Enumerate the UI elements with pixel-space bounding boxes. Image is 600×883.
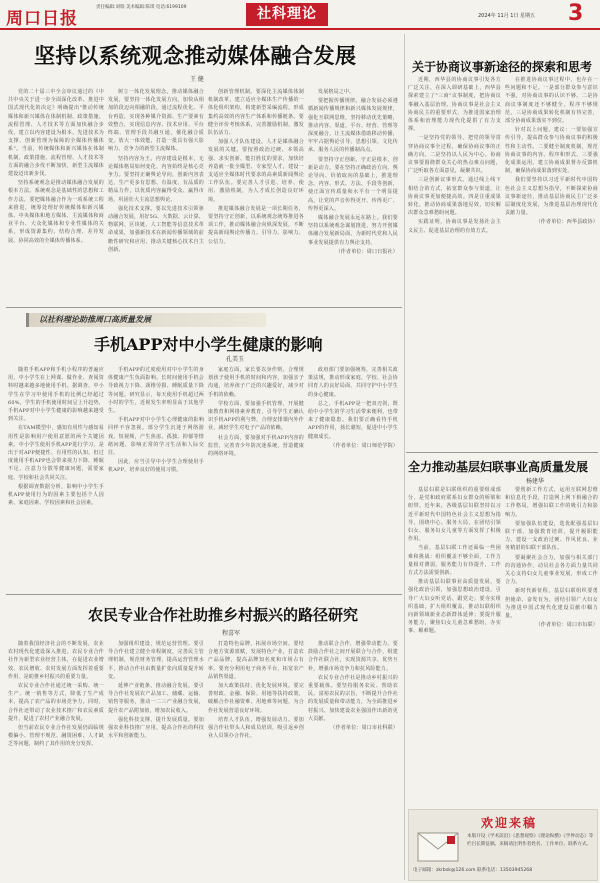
paragraph: 农民专业合作社通过统一采购、统一生产、统一销售等方式，降低了生产成本，提高了农产品的市场竞争力。同时，合作社还带动了农业技术推广和农民素质提升，促进了农村产业融合发展。	[8, 683, 104, 722]
paragraph: 我们要坚持以习近平新时代中国特色社会主义思想为指导，不断探索协商议事新途径，推动基层协商民主广泛多层制度化发展，为推进基层治理现代化贡献力量。	[505, 177, 598, 217]
main-article-byline: 王 健	[190, 76, 204, 83]
paragraph: 三是创新议事形式。通过线上线下相结合的方式，拓宽群众参与渠道，让协商议事更加便捷高效。四是注重成果转化，推动协商成果落地见效，切实解决群众急难愁盼问题。	[408, 177, 501, 217]
main-article-title: 坚持以系统观念推动媒体融合发展	[34, 43, 357, 68]
divider	[6, 307, 402, 308]
divider	[6, 594, 402, 595]
paragraph: 媒体融合发展永远在路上。我们要坚持以系统观念谋划推进，努力开创媒体融合发展新局面，为新时代党和人民事业发展提供有力舆论支持。	[308, 215, 398, 246]
author-affiliation: （作者单位：周口市妇联）	[535, 622, 598, 629]
right-article-2-col-1	[408, 486, 501, 804]
paragraph: 打造特色品牌，拓展市场空间。要结合地方资源禀赋，发展特色产业，打造农产品品牌，提高品牌知名度和市场占有率。要充分利用电子商务平台，拓宽农产品销售渠道。	[208, 641, 304, 680]
paragraph: 家庭方面，家长要以身作则，合理规划孩子使用手机的时间和内容，加强亲子沟通，培养孩子广泛的兴趣爱好，减少对手机的依赖。	[208, 367, 304, 398]
paragraph: 加强人才队伍建设。人才是媒体融合发展的关键。要按照政治过硬、本领高强、求实创新、能打胜仗的要求，加快培养造就一批全媒型、专家型人才，建设一支适应全媒体时代要求的高素质新闻舆论工作队伍。要完善人才引进、培养、使用、激励机制，为人才成长创造良好环境。	[208, 139, 304, 203]
coop-article-col-1	[8, 640, 104, 880]
divider	[406, 452, 598, 453]
paragraph: 要坚持守正创新。守正是根本，创新是动力。要在坚持正确政治方向、舆论导向、价值取向的基础上，推进理念、内容、形式、方法、手段等创新，使正面宣传质量和水平有一个明显提高，让党的声音传得更开、传得更广、传得更深入。	[308, 156, 398, 212]
call-for-papers-title: 欢迎来稿	[481, 816, 538, 830]
paragraph: 针对以上问题，建议：一要加强宣传引导，提高群众参与协商议事的积极性和主动性。二要健全制度机制，规范协商议事的内容、程序和形式。三要强化成果运用，建立协商成果督办反馈机制，确保协商成果落到实处。	[505, 127, 598, 175]
paragraph: 实践证明，协商议事是发扬社会主义民主、促进基层治理的有效方式。	[408, 219, 501, 234]
section-title: 社科理论	[246, 3, 328, 26]
newspaper-logo: 周口日报	[6, 9, 78, 29]
paragraph: 基层妇联是妇联组织的重要组成部分，是党和政府联系妇女群众的桥梁和纽带。近年来，各级基层妇联坚持以习近平新时代中国特色社会主义思想为指导，围绕中心、服务大局，在团结引领妇女、服务妇女儿童等方面发挥了积极作用。	[408, 487, 501, 543]
author-affiliation: （作者单位：周口师范学院）	[330, 442, 398, 449]
app-article-col-2	[108, 366, 204, 588]
masthead	[0, 0, 600, 30]
paragraph: 要创新工作方式，运用互联网思维和信息化手段，打造网上网下相融合的工作格局，增强妇联工作的吸引力和影响力。	[505, 487, 598, 518]
coop-article-title: 农民专业合作社助推乡村振兴的路径研究	[88, 606, 359, 624]
paragraph: 培育人才队伍，增强发展动力。要加强合作社带头人和成员培训，吸引返乡创业人员领办合作社。	[208, 716, 304, 740]
editor-credits: 责任编辑:刘瑞 美术编辑:陈琪 电话:6199109	[96, 5, 187, 10]
paragraph: 社会方面，要加强对手机APP内容的监管，完善青少年防沉迷系统，营造健康的网络环境。	[208, 434, 304, 458]
main-article-col-4	[308, 88, 398, 302]
paragraph: 加强组织建设，规范运营管理。要引导合作社建立健全章程制度，完善民主管理机制，规范财务管理，提高运营管理水平，推动合作社由数量扩张向质量提升转变。	[108, 641, 204, 680]
right-article-1-col-1	[408, 76, 501, 448]
paragraph: 农民专业合作社是推动乡村振兴的重要载体。要坚持服务农民、帮助农民、富裕农民的宗旨，不断提升合作社的发展质量和带动能力，为全面推进乡村振兴、加快建设农业强国作出新的更大贡献。	[308, 674, 398, 722]
right-article-1-title: 关于协商议事新途径的探索和思考	[412, 60, 593, 74]
paragraph: 总之，手机APP是一把双刃剑，既给中小学生的学习生活带来便利，也带来了健康隐患。我们要正确看待手机APP的作用，扬长避短，促进中小学生健康成长。	[308, 400, 398, 440]
paragraph: 近期，西华县的协商议事引发各方广泛关注，在深入调研基础上，西华县探索建立了"三商"议事制度，把协商议事融入基层治理。协商议事是社会主义协商民主的重要形式，为推进国家治理体系和治理能力现代化提供了有力支撑。	[408, 77, 501, 133]
app-article-title: 手机APP对中小学生健康的影响	[94, 335, 323, 354]
column-banner	[26, 313, 266, 327]
paragraph: 强化技术支撑。要以先进技术引领驱动融合发展，用好5G、大数据、云计算、物联网、区块链、人工智能等信息技术革命成果，加强新技术在新闻传播领域的前瞻性研究和应用，推动关键核心技术自主创新。	[108, 205, 204, 253]
coop-article-byline: 程喜军	[222, 630, 241, 637]
app-article-col-3	[208, 366, 304, 588]
paragraph: 要凝聚社会合力，加强与相关部门的沟通协作，动员社会各方面力量共同关心支持妇女儿童事业发展，形成工作合力。	[505, 554, 598, 586]
app-article-col-4	[308, 366, 398, 588]
coop-article-col-2	[108, 640, 204, 880]
paragraph: 推动联合合作，增强带动能力。要鼓励合作社之间开展联合与合作，组建合作社联合社，实现资源共享、优势互补，增强市场竞争力和抗风险能力。	[308, 641, 398, 672]
coop-article-col-4	[308, 640, 398, 880]
call-for-papers-contact: 电子邮箱：zkrbsk@126.com 联系电话：13503945268	[413, 868, 533, 873]
right-article-2-col-2	[505, 486, 598, 804]
paragraph: 一是坚持党的领导。把党的领导贯穿协商议事全过程，确保协商议事的正确方向。二是坚持以人民为中心。协商议事要围绕群众关心的热点难点问题，广泛听取各方面意见，凝聚共识。	[408, 135, 501, 175]
paragraph: 因此，应当引导中小学生合理使用手机APP，培养良好的使用习惯。	[108, 459, 204, 474]
paragraph: 加大政策扶持，优化发展环境。要完善财政、金融、保险、用地等扶持政策，破解合作社融资难、用地难等问题，为合作社发展营造良好环境。	[208, 683, 304, 714]
paragraph: 在TAM模型中，感知有用性与感知易用性是影响用户使用意愿的两个关键因素。中小学生使用手机APP进行学习，是出于对APP便捷性、有用性的认知。但过度使用手机APP也会带来视力下降、睡眠不足、注意力分散等健康问题，需要家庭、学校和社会共同关注。	[8, 425, 104, 481]
paragraph: 要加强队伍建设，选优配强基层妇联干部，加强教育培训，提升履职能力，建设一支政治过硬、作风优良、业务精湛的妇联干部队伍。	[505, 520, 598, 552]
paragraph: 坚持系统观念是推动媒体融合发展的根本方法。系统观念是基础性的思想和工作方法，要把媒体融合作为一项系统工程来推进，统筹处理好传统媒体和新兴媒体、中央媒体和地方媒体、主流媒体和商业平台、大众化媒体和专业性媒体的关系，形成资源集约、结构合理、差异发展、协同高效的全媒体传播体系。	[8, 180, 104, 244]
author-affiliation: （作者单位：周口日报社）	[335, 248, 398, 255]
app-article-byline: 孔美玉	[226, 356, 245, 363]
paragraph: 树立一体化发展理念。推动媒体融合发展，要坚持一体化发展方向，加快从相加阶段迈向相融阶段，通过流程优化、平台再造，实现各种媒介资源、生产要素有效整合，实现信息内容、技术应用、平台终端、管理手段共融互通，催化融合质变，放大一体效能，打造一批具有强大影响力、竞争力的新型主流媒体。	[108, 89, 204, 153]
issue-date: 2024年 11月 1日 星期五	[478, 13, 536, 19]
paragraph: 手机APP的过度使用对中小学生的身体健康产生负面影响。长时间使用手机会导致视力下降、颈椎劳损、睡眠质量下降等问题。研究显示，每天使用手机超过两小时的学生，近视发生率明显高于其他学生。	[108, 367, 204, 415]
column-divider	[404, 34, 405, 880]
paragraph: 坚持内容为王。内容建设是根本，无论媒体格局如何变化，内容始终是核心竞争力。要坚持正确舆论导向，创新内容表达，生产更多有思想、有温度、有品质的精品力作，以优质内容赢得受众、赢得市场，巩固壮大主流思想舆论。	[108, 155, 204, 203]
paragraph: 但当前农民专业合作社发展仍面临规模偏小、管理不规范、融资困难、人才缺乏等问题，制约了其作用的充分发挥。	[8, 725, 104, 748]
paragraph: 推动基层妇联事业高质量发展，要强化政治引领，加强思想政治建设，引导广大妇女听党话、跟党走；要夯实组织基础，扩大组织覆盖，推动妇联组织向新领域新业态新群体延伸；要提升服务能力，聚焦妇女儿童急难愁盼，办实事、解难题。	[408, 579, 501, 635]
right-article-2-byline: 杨建华	[526, 478, 545, 485]
paragraph: 发展格局之中。	[318, 89, 355, 95]
main-article-col-1	[8, 88, 104, 302]
paragraph: 要把握传播规律。融合发展必须遵循新闻传播规律和新兴媒体发展规律，强化互联网思维，坚持移动优先策略，推动内容、渠道、平台、经营、管理等深度融合，让主流媒体借助移动传播，牢牢占据舆论引导、思想引领、文化传承、服务人民的传播制高点。	[308, 98, 398, 154]
paragraph: 推进媒体融合发展是一项长期任务，要坚持守正创新，以系统观念统筹推进各项工作，推动媒体融合向纵深发展，不断提高新闻舆论传播力、引导力、影响力、公信力。	[208, 205, 304, 245]
column-banner-text: 以社科理论助推周口高质量发展	[39, 314, 151, 324]
call-for-papers-body: 本版开设《学术前沿》《思想观察》《理论纵横》《学界动态》等栏目长期征稿。来稿请注明作者姓名、工作单位、联系方式。	[467, 834, 594, 847]
envelope-icon	[417, 832, 459, 862]
paragraph: 政府部门要加强统筹，完善相关政策法规，推动形成家庭、学校、社会协同育人的良好局面，共同守护中小学生的身心健康。	[308, 367, 398, 398]
call-for-papers-box	[408, 809, 598, 881]
author-affiliation: （作者单位：周口市社科联）	[330, 725, 398, 732]
paragraph: 创新管理机制。要深化主流媒体体制机制改革，建立适应全媒体生产传播的一体化组织架构，构建新型采编流程，形成集约高效的内容生产体系和传播链条。要健全评价考核体系，完善激励机制，激发队伍活力。	[208, 89, 304, 137]
paragraph: 强化科技支撑，提升发展质量。要加强农业科技推广应用，提高合作社的科技水平和创新能力。	[108, 716, 204, 740]
coop-article-col-3	[208, 640, 304, 880]
paragraph: 党的二十届三中全会审议通过的《中共中央关于进一步全面深化改革、推进中国式现代化的决定》明确提出"推动传统媒体和新兴媒体在体制机制、政策措施、流程管理、人才技术等方面加快融合步伐，建立以内容建设为根本、先进技术为支撑、创新管理为保障的全媒体传播体系"。当前，传统媒体和新兴媒体在体制机制、政策措施、流程管理、人才技术等方面的融合步伐不断加快，新型主流媒体建设迈出新步伐。	[8, 89, 104, 178]
main-article-col-3	[208, 88, 304, 302]
paragraph: 随着手机APP和手机小程序的普遍应用，中小学生在上网课、做作业、查阅资料时越来越多地使用手机。据调查，中小学生在学习中使用手机的比例已经超过60%，学生的手机使用时间呈上升趋势，手机APP对中小学生健康的影响越来越受到关注。	[8, 367, 104, 423]
app-article-col-1	[8, 366, 104, 588]
paragraph: 手机APP对中小学生心理健康的影响同样不容忽视。部分学生沉迷于网络游戏、短视频，产生焦虑、孤独、抑郁等情绪问题，影响正常的学习生活和人际交往。	[108, 417, 204, 457]
paragraph: 学校方面，要加强手机管理，开展健康教育和网络素养教育，引导学生正确认识手机APP的利与弊，合理安排课内外作业，减轻学生对电子产品的依赖。	[208, 400, 304, 432]
paragraph: 延伸产业链条，推动融合发展。要引导合作社发展农产品加工、储藏、运输、销售等服务，推动一二三产业融合发展，提升农产品附加值，增加农民收入。	[108, 683, 204, 714]
page-number: 3	[568, 1, 584, 26]
paragraph: 随着我国经济社会的不断发展，农业农村现代化建设深入推进。农民专业合作社作为新型农业经营主体，在促进农业增效、农民增收、农村发展方面发挥着重要作用，是助推乡村振兴的重要力量。	[8, 641, 104, 680]
paragraph: 当前，基层妇联工作还面临一些困难和挑战：组织覆盖不够全面，工作力量相对薄弱，服务能力有待提升，工作方式方法需要创新。	[408, 545, 501, 577]
paragraph: 根据调查数据分析，影响中小学生手机APP使用行为的因素主要包括个人因素、家庭因素、学校因素和社会因素。	[8, 483, 104, 507]
main-article-col-2	[108, 88, 204, 302]
right-article-2-title: 全力推动基层妇联事业高质量发展	[408, 460, 589, 474]
author-affiliation: （作者单位：西华县政协）	[535, 219, 598, 226]
right-article-1-col-2	[505, 76, 598, 448]
paragraph: 在推进协商议事过程中，也存在一些问题和不足。一是部分群众参与意识不强，对协商议事的认识不够。二是协商议事制度还不够健全，程序不够规范。三是协商成果转化机制有待完善，部分协商成果落实不到位。	[505, 77, 598, 125]
paragraph: 新时代新征程，基层妇联组织要勇担使命、奋发有为，团结引领广大妇女为推进中国式现代化建设贡献巾帼力量。	[505, 588, 598, 620]
